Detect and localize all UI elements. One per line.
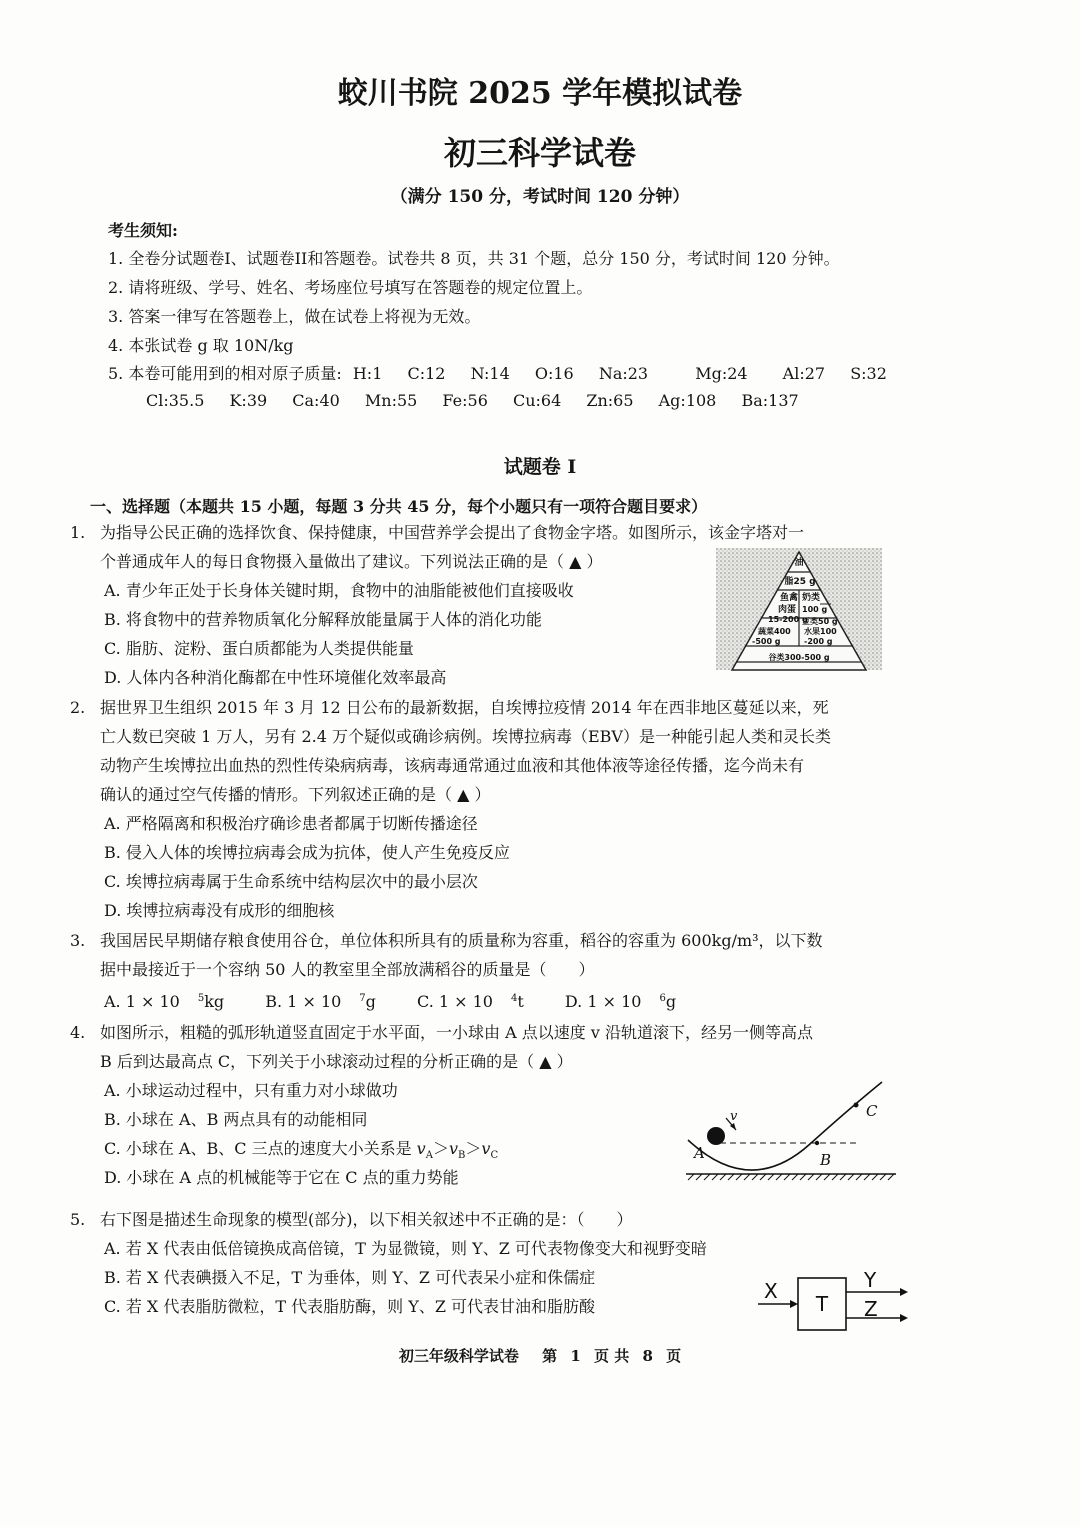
pyramid-label: 水果100	[804, 627, 837, 636]
answer-option: D. 埃博拉病毒没有成形的细胞核	[104, 901, 335, 920]
question-5	[70, 1205, 707, 1321]
answer-option: A. 若 X 代表由低倍镜换成高倍镜，T 为显微镜，则 Y、Z 可代表物像变大和视野变暗	[104, 1239, 707, 1258]
atomic-mass: N:14	[470, 364, 510, 383]
answer-option: A. 1 × 10 $^5$kg	[104, 992, 225, 1012]
atomic-mass: Zn:65	[586, 391, 634, 410]
food-pyramid-figure	[716, 548, 882, 682]
footer-text: 第	[542, 1347, 558, 1365]
atomic-mass: Ca:40	[292, 391, 340, 410]
answer-option: B. 侵入人体的埃博拉病毒会成为抗体，使人产生免疫反应	[104, 843, 510, 862]
answer-option: C. 脂肪、淀粉、蛋白质都能为人类提供能量	[104, 639, 414, 658]
answer-option: B. 1 × 10 $^7$g	[265, 992, 376, 1012]
answer-option: C. 小球在 A、B、C 三点的速度大小关系是 $v_A>v_B>v_C$	[104, 1139, 499, 1162]
question-number: 5.	[70, 1210, 86, 1229]
atomic-mass: Al:27	[782, 364, 826, 383]
note-item: 4. 本张试卷 g 取 10N/kg	[108, 336, 294, 355]
curved-track	[688, 1082, 882, 1170]
atomic-mass: C:12	[407, 364, 446, 383]
question-text: 右下图是描述生命现象的模型(部分)，以下相关叙述中不正确的是：（ ）	[100, 1210, 633, 1229]
atomic-mass-label: 5. 本卷可能用到的相对原子质量:	[108, 364, 342, 383]
atomic-mass: Ag:108	[658, 391, 717, 410]
pyramid-label: 鱼禽	[780, 593, 799, 603]
question-number: 2.	[70, 698, 86, 717]
atomic-mass: K:39	[229, 391, 268, 410]
answer-option: C. 埃博拉病毒属于生命系统中结构层次中的最小层次	[104, 872, 478, 891]
pyramid-label: 脂25 g	[784, 577, 816, 587]
question-text: 如图所示，粗糙的弧形轨道竖直固定于水平面，一小球由 A 点以速度 v 沿轨道滚下，经另一侧等高点	[100, 1023, 813, 1042]
atomic-mass: Na:23	[598, 364, 649, 383]
velocity-label: v	[730, 1109, 738, 1124]
y-label: Y	[864, 1268, 877, 1292]
ball	[707, 1127, 725, 1145]
x-label: X	[764, 1279, 778, 1303]
atomic-mass: Ba:137	[741, 391, 799, 410]
point-c-label: C	[866, 1102, 878, 1120]
answer-option: D. 人体内各种消化酶都在中性环境催化效率最高	[104, 668, 447, 687]
volume-title: 试题卷 I	[503, 456, 577, 478]
answer-option: A. 青少年正处于长身体关键时期，食物中的油脂能被他们直接吸收	[104, 581, 574, 600]
atomic-mass: Cl:35.5	[146, 391, 205, 410]
question-text: 我国居民早期储存粮食使用谷仓，单位体积所具有的质量称为容重，稻谷的容重为 600kg/m³，以下数	[100, 931, 823, 950]
question-text: B 后到达最高点 C，下列关于小球滚动过程的分析正确的是（ ▲ ）	[100, 1052, 573, 1071]
answer-option: D. 小球在 A 点的机械能等于它在 C 点的重力势能	[104, 1168, 459, 1187]
answer-option: B. 将食物中的营养物质氧化分解释放能量属于人体的消化功能	[104, 610, 542, 629]
section-title: 一、选择题（本题共 15 小题，每题 3 分共 45 分，每个小题只有一项符合题目要求）	[90, 497, 708, 516]
question-text: 个普通成年人的每日食物摄入量做出了建议。下列说法正确的是（ ▲ ）	[100, 552, 603, 571]
atomic-mass-row-2	[108, 387, 968, 414]
atomic-mass: H:1	[352, 364, 383, 383]
answer-option: C. 若 X 代表脂肪微粒，T 代表脂肪酶，则 Y、Z 可代表甘油和脂肪酸	[104, 1297, 596, 1316]
point-a-label: A	[694, 1144, 705, 1162]
question-number: 1.	[70, 523, 86, 542]
question-text: 动物产生埃博拉出血热的烈性传染病病毒，该病毒通常通过血液和其他体液等途径传播，迄今尚未有	[100, 756, 805, 775]
question-1	[70, 518, 804, 692]
page-number: 1	[570, 1347, 581, 1365]
model-figure	[756, 1268, 916, 1340]
question-text: 据世界卫生组织 2015 年 3 月 12 日公布的最新数据，自埃博拉疫情 2014 年在西非地区蔓延以来，死	[100, 698, 829, 717]
pyramid-label: 肉蛋	[778, 605, 797, 615]
answer-option: A. 严格隔离和积极治疗确诊患者都属于切断传播途径	[104, 814, 478, 833]
z-label: Z	[864, 1297, 878, 1321]
answer-option: C. 1 × 10 $^4$t	[417, 992, 524, 1012]
atomic-mass: S:32	[850, 364, 887, 383]
question-text: 亡人数已突破 1 万人，另有 2.4 万个疑似或确诊病例。埃博拉病毒（EBV）是一种能引起人类和灵长类	[100, 727, 831, 746]
answer-option: D. 1 × 10 $^6$g	[564, 992, 677, 1012]
school-title: 蛟川书院 2025 学年模拟试卷	[337, 76, 743, 111]
question-2	[70, 693, 831, 925]
point-c-dot	[854, 1103, 859, 1108]
note-item: 1. 全卷分试题卷I、试题卷II和答题卷。试卷共 8 页，共 31 个题，总分 150 分，考试时间 120 分钟。	[108, 249, 840, 268]
footer-text: 页 共	[594, 1347, 630, 1365]
atomic-mass-row-1	[108, 360, 968, 387]
pyramid-label: 豆类50 g	[802, 617, 838, 626]
pyramid-label: 谷类300-500 g	[768, 653, 830, 662]
question-text: 据中最接近于一个容纳 50 人的教室里全部放满稻谷的质量是（ ）	[100, 960, 595, 979]
pyramid-label: -200 g	[804, 637, 833, 646]
paper-title: 初三科学试卷	[443, 134, 636, 172]
note-item: 2. 请将班级、学号、姓名、考场座位号填写在答题卷的规定位置上。	[108, 278, 593, 297]
pyramid-label: 15-200 g	[768, 615, 808, 624]
track-figure	[680, 1078, 900, 1182]
point-b-dot	[815, 1141, 819, 1145]
pyramid-label: 奶类	[802, 593, 821, 603]
notes-heading: 考生须知:	[108, 221, 178, 240]
atomic-mass: Mn:55	[364, 391, 418, 410]
atomic-mass: Mg:24	[695, 364, 748, 383]
atomic-mass: Cu:64	[512, 391, 562, 410]
answer-option: B. 小球在 A、B 两点具有的动能相同	[104, 1110, 368, 1129]
question-number: 4.	[70, 1023, 86, 1042]
page-footer	[0, 1345, 1080, 1366]
t-label: T	[815, 1292, 829, 1316]
note-item: 3. 答案一律写在答题卷上，做在试卷上将视为无效。	[108, 307, 481, 326]
pyramid-label: 100 g	[802, 605, 828, 614]
pyramid-label: 蔬菜400	[758, 627, 791, 636]
pyramid-label: -500 g	[752, 637, 781, 646]
question-text: 为指导公民正确的选择饮食、保持健康，中国营养学会提出了食物金字塔。如图所示，该金字塔对一	[100, 523, 805, 542]
atomic-mass: O:16	[534, 364, 574, 383]
candidate-notes	[108, 218, 968, 414]
atomic-mass: Fe:56	[442, 391, 488, 410]
pyramid-label: 油	[794, 558, 804, 568]
question-3	[70, 926, 823, 1013]
question-number: 3.	[70, 931, 86, 950]
answer-option: A. 小球运动过程中，只有重力对小球做功	[104, 1081, 398, 1100]
question-text: 确认的通过空气传播的情形。下列叙述正确的是（ ▲ ）	[100, 785, 491, 804]
answer-option: B. 若 X 代表碘摄入不足，T 为垂体，则 Y、Z 可代表呆小症和侏儒症	[104, 1268, 596, 1287]
paper-subtitle: （满分 150 分，考试时间 120 分钟）	[390, 187, 690, 207]
point-b-label: B	[820, 1151, 832, 1169]
footer-text: 页	[666, 1347, 682, 1365]
page-total: 8	[642, 1347, 653, 1365]
footer-label: 初三年级科学试卷	[398, 1347, 519, 1365]
answer-options-row	[70, 984, 823, 1013]
